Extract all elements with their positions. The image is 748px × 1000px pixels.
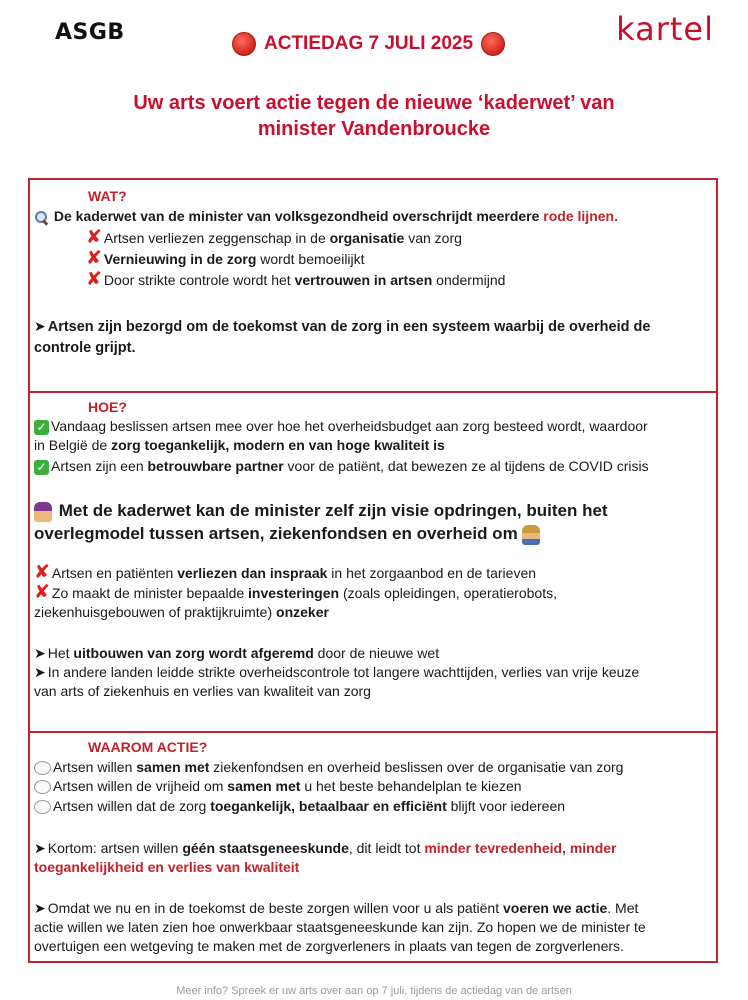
check-mark-icon: ✓ (34, 460, 49, 475)
section-heading-waarom: WAAROM ACTIE? (88, 739, 208, 755)
hoe-statement: Met de kaderwet kan de minister zelf zijn visie opdringen, buiten het overlegmodel tussen artsen, ziekenfondsen en overheid om (34, 501, 608, 543)
wat-point-2: ✘ Vernieuwing in de zorg wordt bemoeilijkt (86, 248, 365, 269)
speech-bubble-icon (34, 761, 51, 775)
arrow-right-icon: ➤ (34, 664, 46, 680)
footer-note: Meer info? Spreek er uw arts over aan op 7 juli, tijdens de actiedag van de artsen (176, 985, 572, 997)
stop-sign-icon (232, 32, 256, 56)
waarom-point-2: Artsen willen de vrijheid om samen met u het beste behandelplan te kiezen (34, 777, 710, 796)
title-line-1: Uw arts voert actie tegen de nieuwe ‘kaderwet’ van (133, 92, 615, 114)
hoe-cross-2: ✘ Zo maakt de minister bepaalde investeringen (zoals opleidingen, operatierobots, ziekenhuisgebouwen of praktijkruimte) onzeker (34, 582, 557, 620)
section-waarom (28, 731, 718, 963)
cross-mark-icon: ✘ (86, 227, 102, 248)
hoe-cross-1: ✘ Artsen en patiënten verliezen dan inspraak in het zorgaanbod en de tarieven (34, 562, 537, 583)
cross-mark-icon: ✘ (34, 582, 50, 603)
waarom-point-3: Artsen willen dat de zorg toegankelijk, betaalbaar en efficiënt blijft voor iedereen (34, 797, 710, 816)
section-heading-hoe: HOE? (88, 399, 127, 415)
waarom-point-1: Artsen willen samen met ziekenfondsen en overheid beslissen over de organisatie van zorg (34, 758, 710, 777)
arrow-right-icon: ➤ (34, 645, 46, 661)
title-line-2: minister Vandenbroucke (257, 118, 491, 140)
person-facepalm-icon (34, 502, 52, 522)
arrow-right-icon: ➤ (34, 840, 46, 856)
wat-intro: De kaderwet van de minister van volksgezondheid overschrijdt meerdere rode lijnen. (34, 207, 710, 226)
hoe-arrow-2: ➤ In andere landen leidde strikte overheidscontrole tot langere wachttijden, verlies van vrije keuze van arts of ziekenhuis en verlies van kwaliteit van zorg (34, 664, 640, 699)
header (0, 0, 748, 70)
asgb-logo: ASGB (55, 20, 125, 45)
page-title (0, 90, 748, 142)
waarom-kortom: ➤ Kortom: artsen willen géén staatsgeneeskunde, dit leidt tot minder tevredenheid, minder toegankelijkheid en verlies van kwaliteit (34, 840, 617, 875)
speech-bubble-icon (34, 800, 51, 814)
waarom-omdat: ➤ Omdat we nu en in de toekomst de beste zorgen willen voor u als patiënt voeren we actie. Met actie willen we laten zien hoe onwerkbaar staatsgeneeskunde kan zijn. Zo hopen we de minister te overtuigen een wetgeving te maken met de zorgverleners in plaats van tegen de zorgverleners. (34, 900, 646, 954)
wat-conclusion: ➤ Artsen zijn bezorgd om de toekomst van de zorg in een systeem waarbij de overheid de controle grijpt. (34, 318, 651, 356)
action-day-banner (232, 32, 505, 56)
kartel-logo: kartel (616, 10, 714, 48)
cross-mark-icon: ✘ (34, 562, 50, 583)
hoe-check-2: ✓ Artsen zijn een betrouwbare partner voor de patiënt, dat bewezen ze al tijdens de COVID crisis (34, 457, 710, 476)
hoe-arrow-1: ➤ Het uitbouwen van zorg wordt afgeremd door de nieuwe wet (34, 645, 440, 661)
action-day-label: ACTIEDAG 7 JULI 2025 (264, 33, 474, 54)
arrow-right-icon: ➤ (34, 318, 46, 334)
cross-mark-icon: ✘ (86, 269, 102, 290)
check-mark-icon: ✓ (34, 420, 49, 435)
wat-point-3: ✘ Door strikte controle wordt het vertrouwen in artsen ondermijnd (86, 269, 506, 290)
section-hoe (28, 393, 718, 733)
hoe-check-1: ✓ Vandaag beslissen artsen mee over hoe het overheidsbudget aan zorg besteed wordt, waardoor in België de zorg toegankelijk, modern en van hoge kwaliteit is (34, 418, 648, 453)
stop-sign-icon (481, 32, 505, 56)
arrow-right-icon: ➤ (34, 900, 46, 916)
magnifying-glass-icon (34, 210, 48, 224)
person-shrugging-icon (522, 525, 540, 545)
section-heading-wat: WAT? (88, 188, 127, 204)
speech-bubble-icon (34, 780, 51, 794)
cross-mark-icon: ✘ (86, 248, 102, 269)
wat-point-1: ✘ Artsen verliezen zeggenschap in de organisatie van zorg (86, 227, 462, 248)
section-wat (28, 178, 718, 393)
